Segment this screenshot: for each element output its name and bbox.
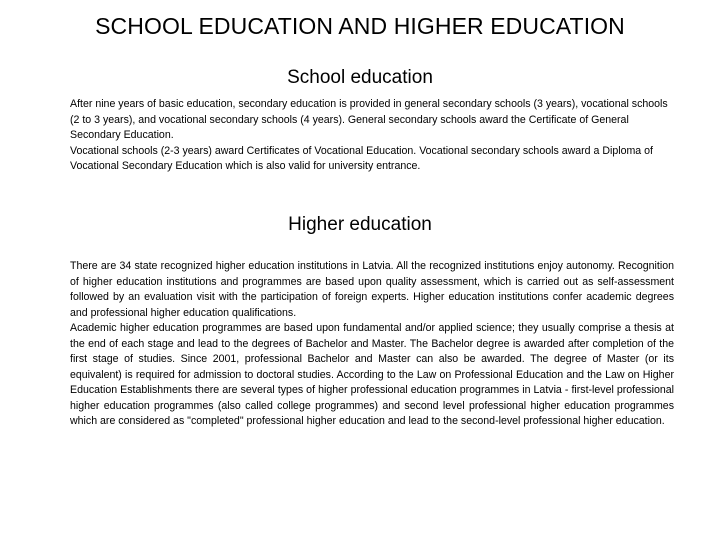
higher-education-text [70,259,674,430]
paragraph-academic-programmes: Academic higher education programmes are based upon fundamental and/or applied science; they usually comprise a thesis at the end of each stage and lead to the degrees of Bachelor and Master. The Bachelor degree is awarded after completion of the first stage of studies. Since 2001, professional Bachelor and Master can also be awarded. The degree of Master (or its equivalent) is required for admission to doctoral studies. According to the Law on Professional Education and the Law on Higher Education Establishments there are several types of higher professional education programmes in Latvia - first-level professional higher education programmes (also called college programmes) and second level professional higher education programmes which are considered as "completed" professional higher education and lead to the second-level professional higher education. [70,322,674,427]
paragraph-secondary-schools: After nine years of basic education, secondary education is provided in general secondary schools (3 years), vocational schools (2 to 3 years), and vocational secondary schools (4 years). General secondary schools award the Certificate of General Secondary Education. [70,98,668,141]
paragraph-institutions: There are 34 state recognized higher education institutions in Latvia. All the recognized institutions enjoy autonomy. Recognition of higher education institutions and programmes are based upon quality assessment, which is carried out as self-assessment followed by an evaluation visit with the participation of foreign experts. Higher education institutions confer academic degrees and professional higher education qualifications. [70,260,674,319]
paragraph-vocational-schools: Vocational schools (2-3 years) award Certificates of Vocational Education. Vocational secondary schools award a Diploma of Vocational Secondary Education which is also valid for university entrance. [70,144,653,172]
section-heading-school-education: School education [287,67,433,88]
section-heading-higher-education: Higher education [288,214,432,235]
page-title: SCHOOL EDUCATION AND HIGHER EDUCATION [95,13,625,39]
school-education-text [70,97,674,175]
